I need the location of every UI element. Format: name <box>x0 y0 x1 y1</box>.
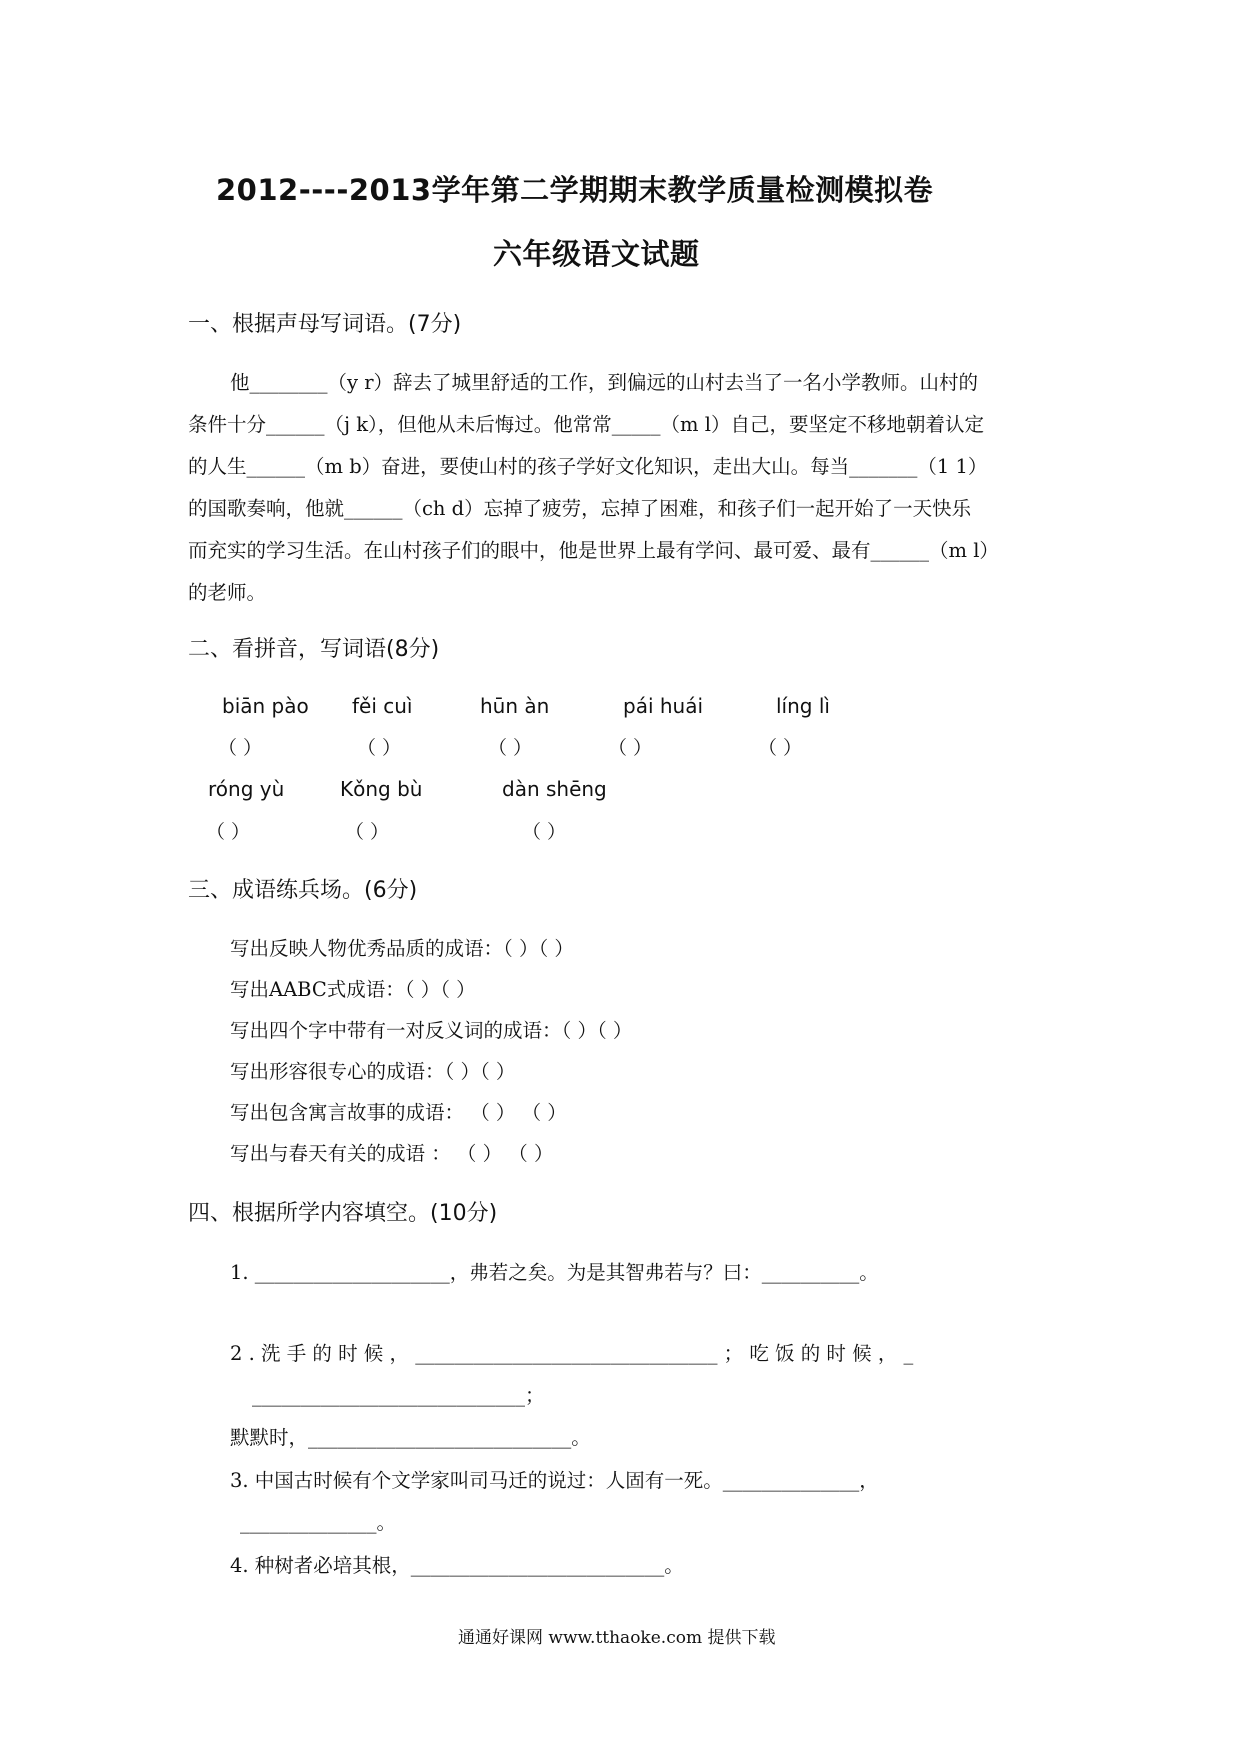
section1-line: 而充实的学习生活。在山村孩子们的眼中，他是世界上最有学问、最可爱、最有______（m l） <box>188 539 999 562</box>
answer-parens: （ ） <box>608 737 653 759</box>
section1-line: 他________（y r）辞去了城里舒适的工作，到偏远的山村去当了一名小学教师。山村的 <box>230 371 979 394</box>
answer-parens: （ ） <box>218 737 263 759</box>
fill-question-2-cont: ____________________________； <box>252 1384 545 1407</box>
fill-question-2: 2 . 洗 手 的 时 候 ， _______________________________ ； 吃 饭 的 时 候 ， _ <box>230 1342 914 1365</box>
section1-line: 的老师。 <box>188 581 267 604</box>
section1-line: 的国歌奏响，他就______（ch d）忘掉了疲劳，忘掉了困难，和孩子们一起开始了一天快乐 <box>188 497 972 520</box>
pinyin-item: líng lì <box>776 694 830 718</box>
idiom-question: 写出AABC式成语：（ ）（ ） <box>230 978 476 1001</box>
answer-parens: （ ） <box>206 821 251 843</box>
fill-question-4: 4. 种树者必培其根，__________________________。 <box>230 1554 684 1577</box>
idiom-question: 写出反映人物优秀品质的成语：（ ）（ ） <box>230 937 574 960</box>
pinyin-item: pái huái <box>623 694 704 718</box>
idiom-question: 写出与春天有关的成语 ： （ ） （ ） <box>230 1142 554 1165</box>
fill-question-3: 3. 中国古时候有个文学家叫司马迁的说过：人固有一死。______________， <box>230 1469 879 1492</box>
answer-parens: （ ） <box>522 821 567 843</box>
pinyin-item: hūn àn <box>480 694 550 718</box>
fill-question-1: 1. ____________________，弗若之矣。为是其智弗若与？曰：__________。 <box>230 1261 879 1284</box>
section2-heading: 二、看拼音，写词语(8分) <box>188 637 440 662</box>
section3-heading: 三、成语练兵场。(6分) <box>188 878 418 903</box>
footer-source: 通通好课网 www.tthaoke.com 提供下载 <box>458 1628 776 1648</box>
fill-question-3-cont: ______________。 <box>240 1511 397 1534</box>
pinyin-item: biān pào <box>222 694 309 718</box>
section1-heading: 一、根据声母写词语。(7分) <box>188 312 462 337</box>
idiom-question: 写出形容很专心的成语：（ ）（ ） <box>230 1060 516 1083</box>
exam-subtitle: 六年级语文试题 <box>493 237 700 271</box>
pinyin-item: Kǒng bù <box>340 777 423 801</box>
idiom-question: 写出四个字中带有一对反义词的成语：（ ）（ ） <box>230 1019 633 1042</box>
idiom-question: 写出包含寓言故事的成语： （ ） （ ） <box>230 1101 567 1124</box>
pinyin-item: fěi cuì <box>352 694 413 718</box>
section1-line: 的人生______（m b）奋进，要使山村的孩子学好文化知识，走出大山。每当_______（1 1） <box>188 455 988 478</box>
answer-parens: （ ） <box>758 737 803 759</box>
answer-parens: （ ） <box>488 737 533 759</box>
pinyin-item: dàn shēng <box>502 777 607 801</box>
section1-line: 条件十分______（j k），但他从未后悔过。他常常_____（m l）自己，要坚定不移地朝着认定 <box>188 413 984 436</box>
fill-question-2-cont: 默默时，___________________________。 <box>230 1426 591 1449</box>
answer-parens: （ ） <box>357 737 402 759</box>
answer-parens: （ ） <box>345 821 390 843</box>
pinyin-item: róng yù <box>208 777 285 801</box>
section4-heading: 四、根据所学内容填空。(10分) <box>188 1201 498 1226</box>
exam-title: 2012----2013学年第二学期期末教学质量检测模拟卷 <box>216 173 934 207</box>
